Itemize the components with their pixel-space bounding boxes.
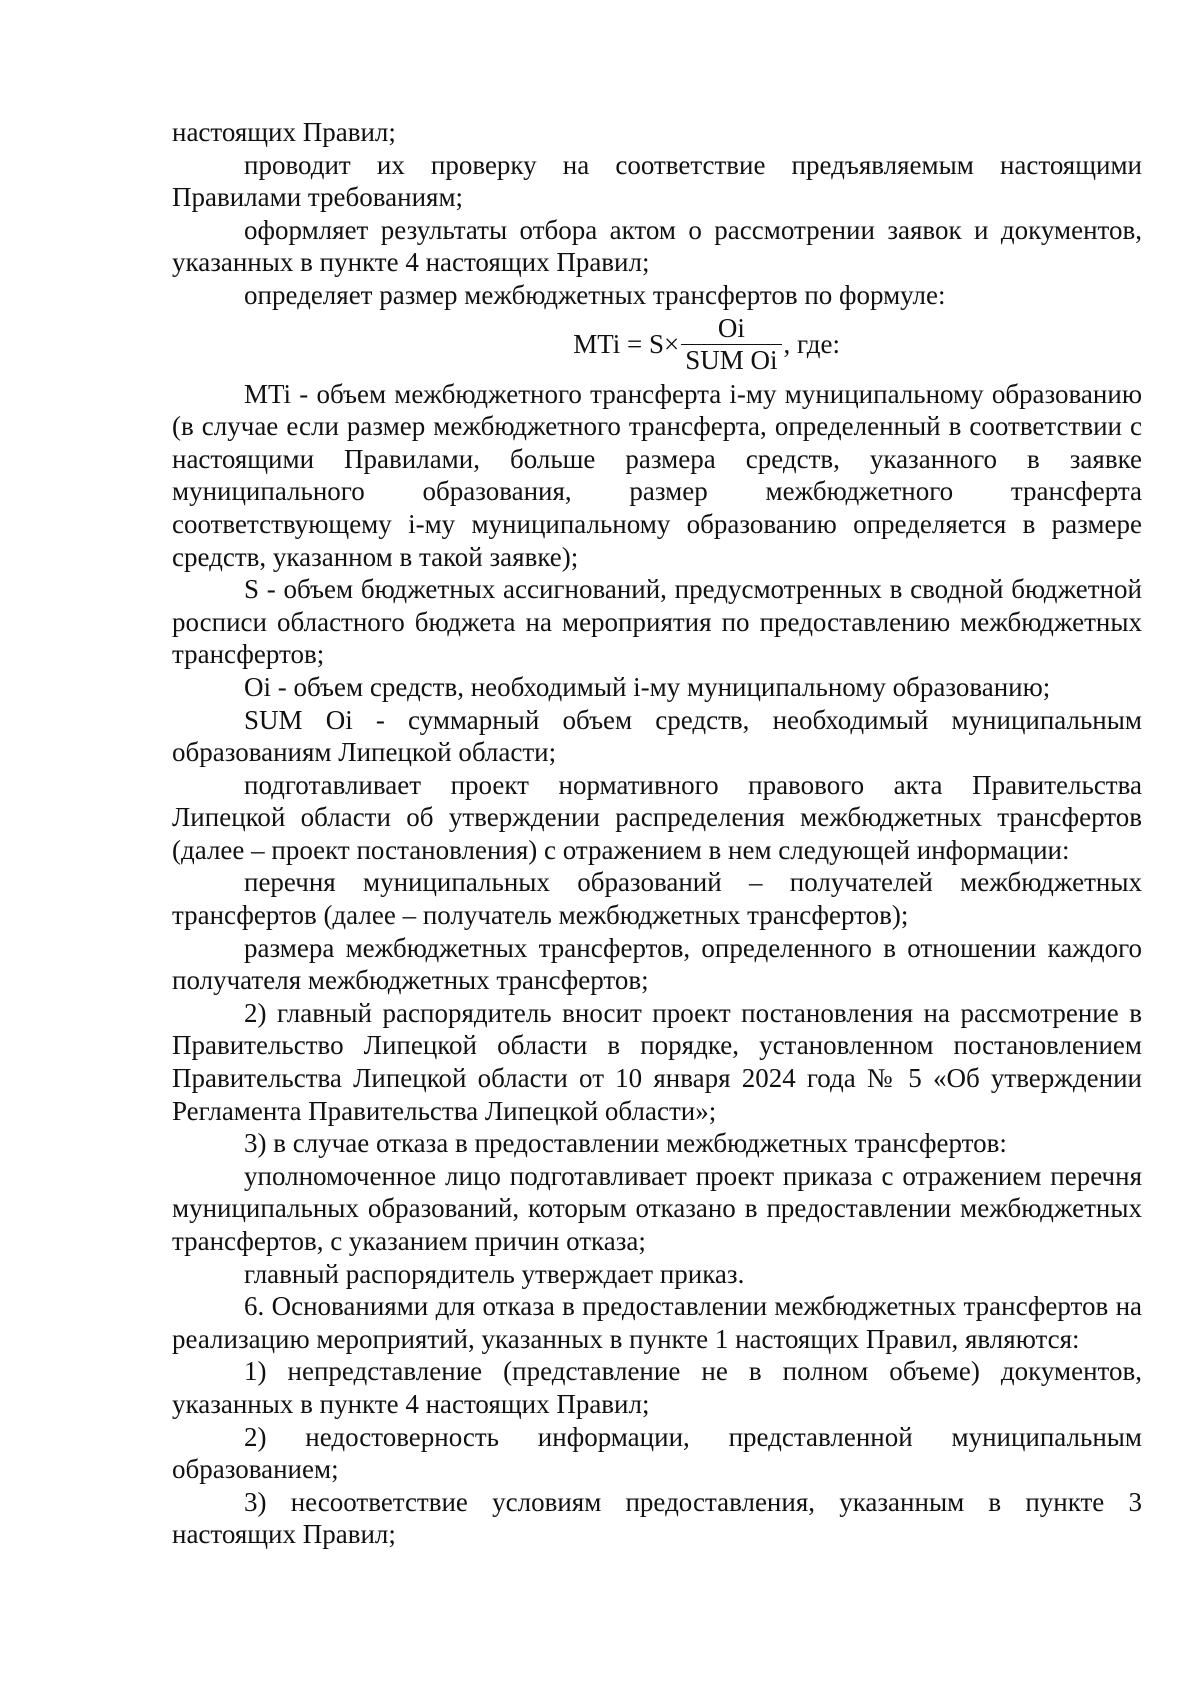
paragraph-order-approval: главный распорядитель утверждает приказ.: [244, 1258, 745, 1289]
paragraph-recipient-list: перечня муниципальных образований – получателей межбюджетных трансфертов (далее – получатель межбюджетных трансфертов);: [172, 867, 1142, 931]
paragraph-mti-definition: MTi - объем межбюджетного трансферта i-му муниципальному образованию (в случае если размер межбюджетного трансферта, определенный в соответствии с настоящими Правилами, больше размера средств, указанного в заявке муниципального образования, размер межбюджетного трансферта соответствующему i-му муниципальному образованию определяется в размере средств, указанном в такой заявке);: [172, 378, 1142, 572]
paragraph-refusal-order: уполномоченное лицо подготавливает проект приказа с отражением перечня муниципальных образований, которым отказано в предоставлении межбюджетных трансфертов, с указанием причин отказа;: [172, 1160, 1142, 1256]
paragraph-sum-oi-definition: SUM Oi - суммарный объем средств, необходимый муниципальным образованиям Липецкой области;: [172, 704, 1142, 768]
paragraph-results: оформляет результаты отбора актом о рассмотрении заявок и документов, указанных в пункте 4 настоящих Правил;: [172, 214, 1142, 278]
paragraph-continuation: настоящих Правил;: [172, 117, 396, 147]
paragraph-formula-intro: определяет размер межбюджетных трансфертов по формуле:: [244, 279, 946, 310]
paragraph-ground-3: 3) несоответствие условиям предоставления, указанным в пункте 3 настоящих Правил;: [172, 1486, 1142, 1550]
paragraph-section-6: 6. Основаниями для отказа в предоставлении межбюджетных трансфертов на реализацию мероприятий, указанных в пункте 1 настоящих Правил, являются:: [172, 1291, 1142, 1354]
paragraph-item-2: 2) главный распорядитель вносит проект постановления на рассмотрение в Правительство Липецкой области в порядке, установленном постановлением Правительства Липецкой области от 10 января 2024 года № 5 «Об утверждении Регламента Правительства Липецкой области»;: [172, 997, 1142, 1126]
document-body: [172, 116, 1142, 1551]
paragraph-oi-definition: Oi - объем средств, необходимый i-му муниципальному образованию;: [244, 671, 1051, 702]
paragraph-ground-2: 2) недостоверность информации, представленной муниципальным образованием;: [172, 1421, 1142, 1485]
formula-denominator: SUM Oi: [681, 344, 781, 376]
paragraph-draft-act: подготавливает проект нормативного правового акта Правительства Липецкой области об утверждении распределения межбюджетных трансфертов (далее – проект постановления) с отражением в нем следующей информации:: [172, 769, 1142, 865]
formula-tail: , где:: [783, 329, 840, 360]
paragraph-item-3: 3) в случае отказа в предоставлении межбюджетных трансфертов:: [244, 1128, 1007, 1159]
paragraph-check: проводит их проверку на соответствие предъявляемым настоящими Правилами требованиям;: [172, 149, 1142, 213]
paragraph-s-definition: S - объем бюджетных ассигнований, предусмотренных в сводной бюджетной росписи областного бюджета на мероприятия по предоставлению межбюджетных трансфертов;: [172, 574, 1142, 670]
paragraph-transfer-size: размера межбюджетных трансфертов, определенного в отношении каждого получателя межбюджетных трансфертов;: [172, 932, 1142, 996]
formula-numerator: Oi: [717, 313, 745, 344]
paragraph-ground-1: 1) непредставление (представление не в полном объеме) документов, указанных в пункте 4 настоящих Правил;: [172, 1356, 1142, 1419]
formula-lhs: MTi = S×: [573, 329, 680, 360]
formula: [172, 312, 1142, 378]
formula-fraction: [681, 313, 781, 376]
